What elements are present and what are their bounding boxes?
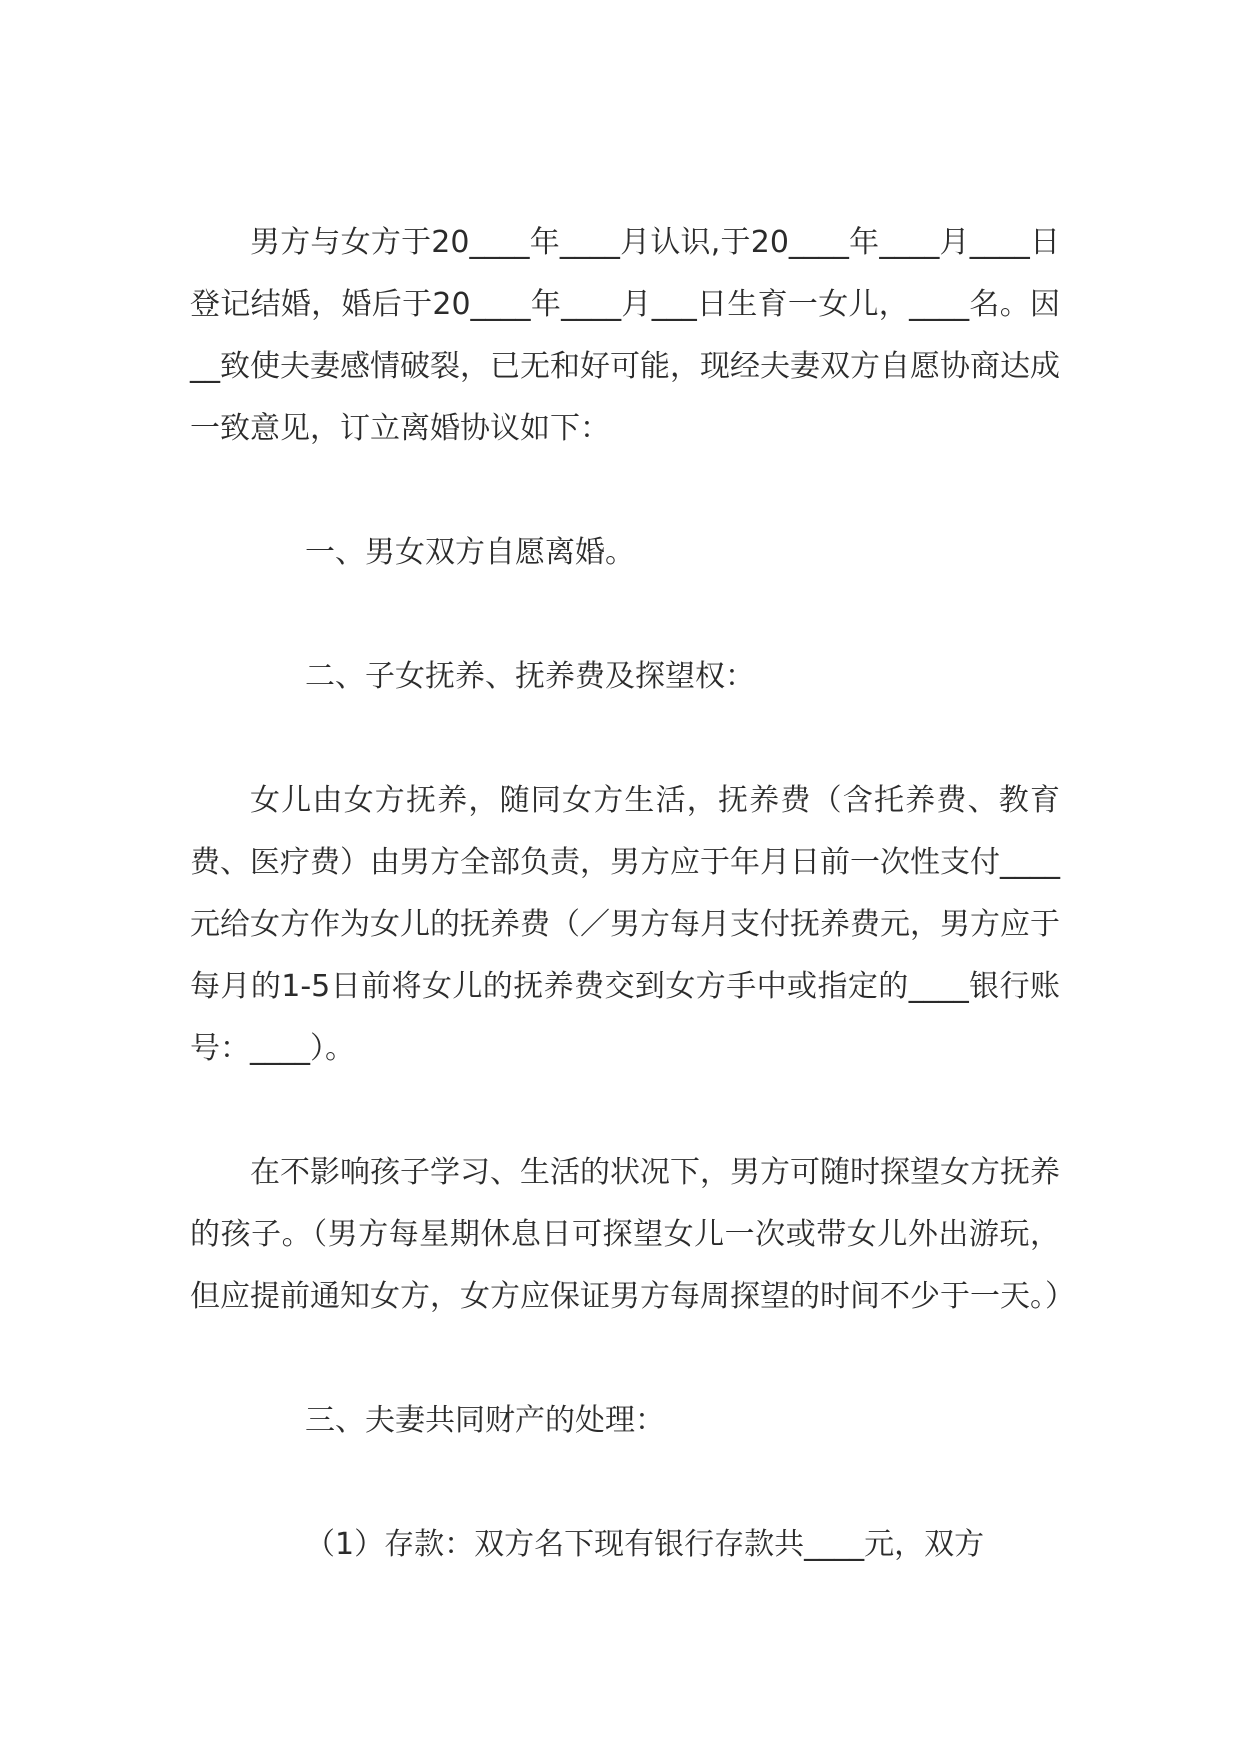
paragraph-spacer: [190, 460, 1060, 522]
paragraph-spacer: [190, 1452, 1060, 1514]
paragraph-spacer: [190, 708, 1060, 770]
clause-3-heading: 三、夫妻共同财产的处理：: [305, 1403, 665, 1438]
clause-1-heading: 一、男女双方自愿离婚。: [305, 535, 635, 570]
child-support-paragraph: 女儿由女方抚养，随同女方生活，抚养费（含托养费、教育费、医疗费）由男方全部负责，男方应于年月日前一次性支付____元给女方作为女儿的抚养费（／男方每月支付抚养费元，男方应于每月的1-5日前将女儿的抚养费交到女方手中或指定的____银行账号：____）。: [190, 783, 1060, 1066]
deposit-subclause: （1）存款：双方名下现有银行存款共____元，双方: [305, 1527, 985, 1562]
paragraph-spacer: [190, 584, 1060, 646]
visitation-paragraph: 在不影响孩子学习、生活的状况下，男方可随时探望女方抚养的孩子。（男方每星期休息日可探望女儿一次或带女儿外出游玩，但应提前通知女方，女方应保证男方每周探望的时间不少于一天。）: [190, 1155, 1075, 1314]
intro-paragraph: 男方与女方于20____年____月认识,于20____年____月____日登记结婚，婚后于20____年____月___日生育一女儿，____名。因__致使夫妻感情破裂，已无和好可能，现经夫妻双方自愿协商达成一致意见，订立离婚协议如下：: [190, 225, 1060, 446]
paragraph-spacer: [190, 1328, 1060, 1390]
document-body: [190, 212, 1075, 1576]
paragraph-spacer: [190, 1080, 1060, 1142]
clause-2-heading: 二、子女抚养、抚养费及探望权：: [305, 659, 755, 694]
